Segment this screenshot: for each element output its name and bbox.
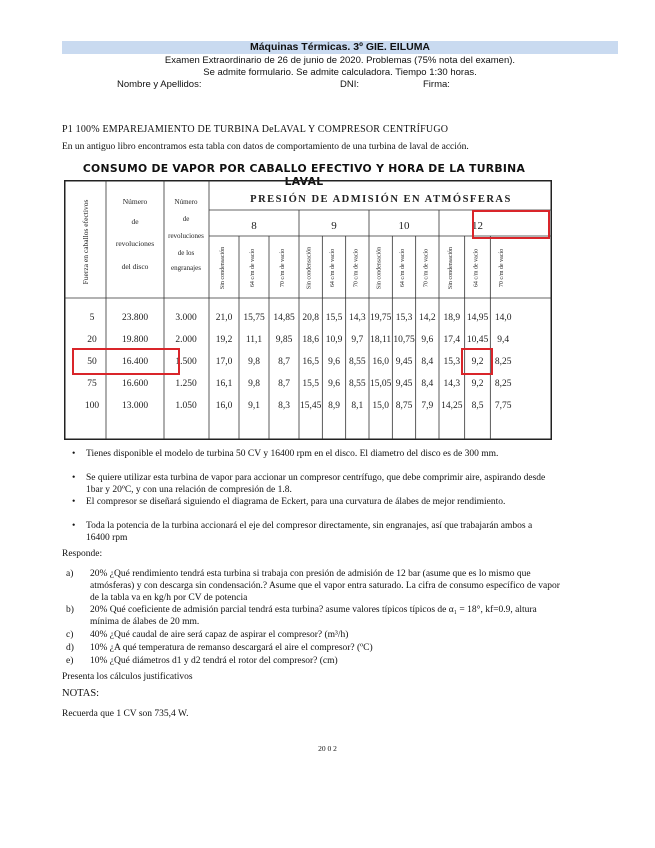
row-value: 19,75: [369, 313, 392, 323]
subcol-header: Sin condensación: [306, 246, 313, 290]
question-c-text: 40% ¿Qué caudal de aire será capaz de aspirar el compresor? (m³/h): [90, 630, 349, 640]
row-value: 18,6: [302, 335, 319, 345]
row-value: 7,75: [494, 401, 512, 411]
row-rpm-gear: 1.250: [175, 379, 197, 389]
dni-label: DNI:: [340, 79, 359, 90]
row-value: 8,3: [278, 401, 290, 411]
question-e-text: 10% ¿Qué diámetros d1 y d2 tendrá el rotor del compresor? (cm): [90, 656, 338, 666]
row-value: 14,25: [441, 401, 463, 411]
col-numero-header: Número: [122, 197, 148, 206]
row-value: 9,6: [328, 357, 340, 367]
row-hp: 50: [87, 357, 97, 367]
row-rpm-disk: 23.800: [121, 313, 149, 323]
row-value: 14,3: [443, 379, 461, 389]
row-value: 8,55: [349, 357, 366, 367]
row-value: 16,0: [372, 357, 389, 367]
row-value: 9,6: [421, 335, 434, 345]
row-hp: 20: [87, 335, 97, 345]
subcol-header: 64 c/m de vacío: [400, 248, 406, 288]
row-value: 14,3: [349, 313, 366, 323]
table-title: CONSUMO DE VAPOR POR CABALLO EFECTIVO Y HORA DE LA TURBINA LAVAL: [82, 162, 526, 188]
row-rpm-disk: 13.000: [121, 401, 149, 411]
row-rpm-gear: 1.500: [175, 357, 197, 367]
row-value: 15,05: [369, 379, 392, 389]
row-rpm-gear: 2.000: [175, 335, 197, 345]
row-value: 8,7: [278, 357, 290, 367]
bullet-2: • Se quiere utilizar esta turbina de vapor para accionar un compresor centrífugo, que debe comprimir aire, aspirando desde 1bar y 20ºC, y con una relación de compresión de 1.8.: [86, 472, 551, 496]
row-value: 18,9: [443, 313, 461, 323]
question-d: [66, 642, 560, 654]
row-rpm-gear: 1.050: [175, 401, 197, 411]
highlight-15-3: [461, 348, 493, 375]
subcol-header: 64 c/m de vacío: [330, 248, 336, 288]
row-value: 16,0: [215, 401, 233, 411]
problem-title: P1 100% EMPAREJAMIENTO DE TURBINA DeLAVAL Y COMPRESOR CENTRÍFUGO: [62, 124, 449, 135]
pressure-8: 8: [251, 220, 257, 232]
row-value: 8,5: [471, 401, 484, 411]
col-numero-header: del disco: [121, 262, 149, 271]
row-value: 18,11: [370, 335, 392, 345]
row-value: 15,0: [372, 401, 389, 411]
row-value: 19,2: [215, 335, 233, 345]
row-hp: 5: [89, 313, 95, 323]
notas-label: NOTAS:: [62, 688, 100, 699]
question-c-label: c): [66, 630, 74, 640]
question-d-label: d): [66, 643, 74, 653]
subcol-header: Sin condensación: [220, 246, 226, 290]
row-value: 15,5: [302, 379, 319, 389]
pressure-10: 10: [398, 220, 410, 232]
row-value: 9,8: [248, 379, 260, 389]
row-value: 16,5: [302, 357, 319, 367]
row-value: 9,85: [275, 335, 293, 345]
highlight-12-atm: [472, 210, 550, 239]
subcol-header: Sin condensación: [376, 246, 383, 290]
row-value: 15,75: [243, 313, 265, 323]
subcol-header: 70 c/m de vacío: [353, 248, 360, 288]
recuerda-note: Recuerda que 1 CV son 735,4 W.: [62, 709, 189, 719]
row-value: 8,55: [349, 379, 366, 389]
row-value: 15,3: [395, 313, 413, 323]
col-numero-header: revoluciones: [115, 239, 155, 248]
row-value: 9,8: [248, 357, 260, 367]
row-value: 9,45: [395, 357, 413, 367]
row-rpm-disk: 16.400: [121, 357, 149, 367]
row-value: 11,1: [245, 335, 263, 345]
question-a-label: a): [66, 569, 74, 579]
col-engranajes-header: Número: [174, 198, 198, 206]
row-value: 16,1: [215, 379, 233, 389]
question-b: [66, 604, 560, 628]
subcol-header: 70 c/m de vacío: [280, 248, 286, 288]
row-value: 15,3: [443, 357, 461, 367]
pressure-header: PRESIÓN DE ADMISIÓN EN ATMÓSFERAS: [250, 194, 512, 205]
question-e: [66, 655, 560, 667]
pressure-12: 12: [472, 220, 483, 232]
exam-rules: Se admite formulario. Se admite calculadora. Tiempo 1:30 horas.: [203, 67, 477, 78]
row-value: 8,75: [395, 401, 413, 411]
row-value: 9,1: [248, 401, 260, 411]
row-hp: 75: [87, 379, 97, 389]
row-rpm-disk: 16.600: [121, 379, 149, 389]
row-value: 8,25: [494, 379, 512, 389]
subcol-header: 70 c/m de vacío: [423, 248, 430, 288]
row-value: 10,9: [325, 335, 343, 345]
subcol-header: 64 c/m de vacío: [250, 248, 256, 288]
col-engranajes-header: de los: [177, 249, 195, 257]
row-value: 9,4: [497, 335, 510, 345]
question-e-label: e): [66, 656, 74, 666]
row-value: 8,4: [421, 379, 434, 389]
row-value: 14,0: [494, 313, 512, 323]
row-rpm-disk: 19.800: [121, 335, 149, 345]
row-value: 20,8: [302, 313, 319, 323]
question-a: [66, 568, 560, 604]
name-label: Nombre y Apellidos:: [117, 79, 202, 90]
highlight-16400-rpm: [72, 348, 180, 375]
question-b-text: 20% Qué coeficiente de admisión parcial tendrá esta turbina? asume valores típicos típicos de α₁ = 18°, kf=0.9, altura mínima de álabes de 20 mm.: [90, 605, 537, 627]
row-value: 15,45: [299, 401, 322, 411]
row-value: 9,45: [395, 379, 413, 389]
pressure-9: 9: [331, 220, 337, 232]
firma-label: Firma:: [423, 79, 450, 90]
subcol-header: Sin condensación: [447, 246, 454, 290]
row-value: 21,0: [215, 313, 233, 323]
row-value: 9,6: [328, 379, 340, 389]
row-value: 17,0: [215, 357, 233, 367]
col-engranajes-header: revoluciones: [168, 232, 204, 240]
question-d-text: 10% ¿A qué temperatura de remanso descargará el aire el compresor? (ºC): [90, 643, 373, 653]
row-value: 8,7: [278, 379, 290, 389]
col-engranajes-header: de: [182, 215, 190, 223]
row-value: 7,9: [421, 401, 434, 411]
row-value: 14,85: [273, 313, 295, 323]
row-value: 10,75: [393, 335, 415, 345]
bullet-4: • Toda la potencia de la turbina accionará el eje del compresor directamente, sin engranajes, así que trabajarán ambos a 16400 rpm: [86, 520, 551, 544]
row-value: 8,1: [351, 401, 364, 411]
row-value: 17,4: [443, 335, 461, 345]
question-c: [66, 629, 560, 641]
row-value: 9,2: [471, 357, 484, 367]
exam-subtitle: Examen Extraordinario de 26 de junio de 2020. Problemas (75% nota del examen).: [164, 55, 516, 66]
row-value: 14,95: [466, 313, 489, 323]
row-value: 15,5: [325, 313, 343, 323]
question-a-text: 20% ¿Qué rendimiento tendrá esta turbina si trabaja con presión de admisión de 12 bar (asume que es lo mismo que atmósferas) y con descarga sin condensación.? Asume que el vapor entra saturado. La cifra de consumo específico de vapor de la tabla va en kg/h por CV de potencia: [90, 569, 560, 603]
row-value: 9,2: [471, 379, 484, 389]
subcol-header: 70 c/m de vacío: [499, 248, 506, 288]
bullet-1: • Tienes disponible el modelo de turbina 50 CV y 16400 rpm en el disco. El diametro del disco es de 300 mm.: [86, 448, 551, 460]
presenta-text: Presenta los cálculos justificativos: [62, 672, 193, 682]
row-value: 8,9: [328, 401, 340, 411]
page-number: 20 0 2: [318, 744, 337, 753]
row-value: 8,25: [494, 357, 512, 367]
row-value: 10,45: [466, 335, 489, 345]
row-value: 9,7: [351, 335, 364, 345]
col-engranajes-header: engranajes: [171, 264, 201, 272]
responde-label: Responde:: [62, 549, 103, 559]
row-rpm-gear: 3.000: [175, 313, 197, 323]
question-b-label: b): [66, 605, 74, 615]
col-numero-header: de: [131, 217, 139, 226]
row-hp: 100: [84, 401, 100, 411]
bullet-3: • El compresor se diseñará siguiendo el diagrama de Eckert, para una curvatura de álabes de mejor rendimiento.: [86, 496, 551, 508]
subcol-header: 64 c/m de vacío: [473, 248, 480, 288]
col-fuerza-header: Fuerza en caballos efectivos: [81, 199, 90, 285]
exam-title: Máquinas Térmicas. 3º GIE. EILUMA: [62, 41, 618, 54]
problem-intro: En un antiguo libro encontramos esta tabla con datos de comportamiento de una turbina de laval de acción.: [62, 142, 469, 152]
row-value: 14,2: [419, 313, 436, 323]
row-value: 8,4: [421, 357, 434, 367]
